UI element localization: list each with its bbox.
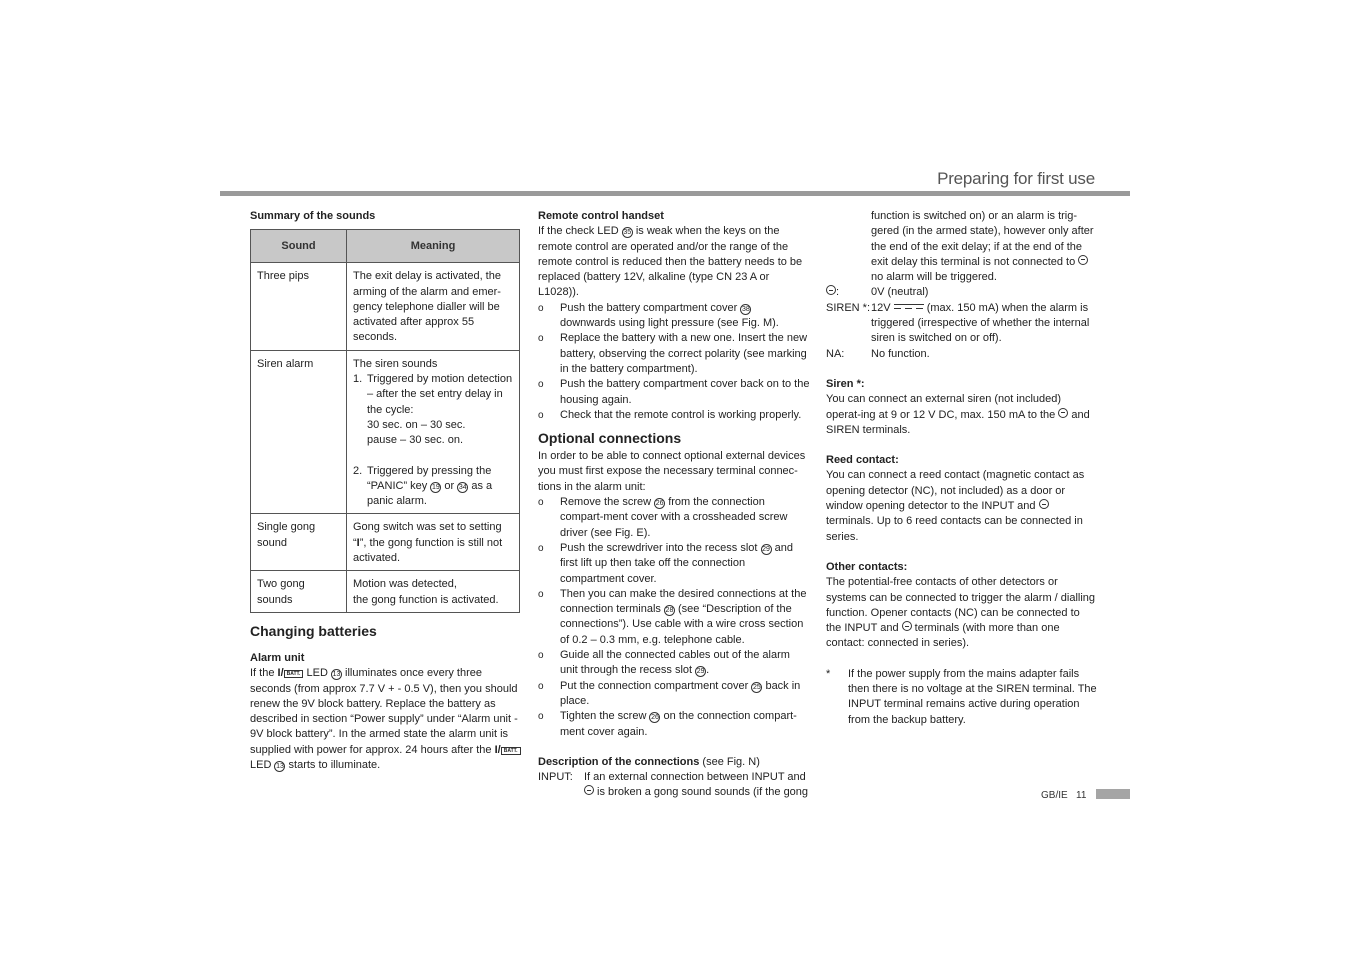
list-item bbox=[353, 372, 513, 448]
page-number: 11 bbox=[1076, 790, 1087, 801]
other-contacts-text: The potential-free contacts of other detectors or systems can be connected to trigger the alarm / dialling function. Opener contacts (NC) can be connected to the INPUT and terminals (with more than one contact: connected in series). bbox=[826, 576, 1096, 650]
footer-bar bbox=[1096, 789, 1130, 799]
footer-region-label: GB/IE bbox=[1041, 790, 1068, 801]
column-middle bbox=[538, 209, 810, 801]
item-text: Triggered by motion detection – after the set entry delay in the cycle: bbox=[367, 373, 513, 416]
minus-definition bbox=[826, 285, 1098, 300]
bullet-icon: o bbox=[538, 542, 544, 554]
item-extra: pause – 30 sec. on. bbox=[367, 434, 464, 447]
remote-steps-list bbox=[538, 301, 810, 423]
list-item: o Push the battery compartment cover back on to the housing again. bbox=[538, 377, 810, 408]
bullet-icon: o bbox=[538, 711, 544, 723]
bullet-icon: o bbox=[538, 409, 544, 421]
table-cell-meaning: The exit delay is activated, the arming of the alarm and emer-gency telephone dialler will be activated after approx 55 seconds. bbox=[347, 263, 520, 350]
table-header-sound: Sound bbox=[251, 230, 347, 263]
table-cell-sound: Two gong sounds bbox=[251, 571, 347, 613]
ref-number-icon: 35 bbox=[623, 229, 632, 237]
optional-intro: In order to be able to connect optional external devices you must first expose the necessary terminal connec-tions in the alarm unit: bbox=[538, 450, 806, 493]
table-row bbox=[251, 514, 520, 571]
item-number: 2. bbox=[353, 464, 363, 477]
bullet-icon: o bbox=[538, 302, 544, 314]
minus-value: 0V (neutral) bbox=[871, 286, 929, 299]
header-rule bbox=[220, 191, 1130, 196]
list-item: o Check that the remote control is working properly. bbox=[538, 408, 810, 423]
table-row bbox=[251, 263, 520, 350]
battery-icon: BATT. bbox=[501, 747, 521, 755]
footnote-text: If the power supply from the mains adapter fails then there is no voltage at the SIREN terminal. The INPUT terminal remains active during operation from the backup battery. bbox=[848, 667, 1097, 726]
ref-number-icon: 38 bbox=[741, 305, 750, 313]
footnote-mark: * bbox=[826, 667, 831, 680]
list-item: o Remove the screw 26 from the connection compart-ment cover with a crossheaded screw driver (see Fig. E). bbox=[538, 495, 810, 541]
ref-number-icon: 13 bbox=[332, 671, 341, 679]
list-item: o Then you can make the desired connections at the connection terminals 28 (see “Description of the connections”). Use cable with a wire cross section of 0.2 – 0.3 mm, e.g. telephone cable. bbox=[538, 587, 810, 648]
ref-number-icon: 19 bbox=[431, 483, 440, 491]
table-cell-meaning bbox=[347, 350, 520, 514]
column-left bbox=[250, 209, 522, 773]
summary-title: Summary of the sounds bbox=[250, 210, 376, 222]
minus-terminal-icon bbox=[902, 621, 912, 631]
table-cell-sound: Siren alarm bbox=[251, 350, 347, 514]
table-cell-sound: Three pips bbox=[251, 263, 347, 350]
other-contacts-heading: Other contacts: bbox=[826, 560, 908, 573]
siren-key: SIREN *: bbox=[826, 301, 871, 314]
list-item bbox=[353, 464, 513, 510]
optional-connections-heading: Optional connections bbox=[538, 430, 682, 447]
table-cell-meaning: Gong switch was set to setting “I”, the gong function is still not activated. bbox=[347, 514, 520, 571]
minus-key: : bbox=[826, 285, 871, 300]
na-value: No function. bbox=[871, 347, 930, 360]
remote-text: If the check LED 35 is weak when the keys on the remote control are operated and/or the range of the remote control is reduced then the battery needs to be replaced (battery 12V, alkaline (type CN 23 A or L1028)). bbox=[538, 225, 803, 299]
list-item: o Replace the battery with a new one. Insert the new battery, observing the correct polarity (see marking in the battery compartment). bbox=[538, 331, 810, 377]
input-key: INPUT: bbox=[538, 771, 573, 784]
remote-heading: Remote control handset bbox=[538, 210, 664, 222]
dc-symbol-icon bbox=[894, 303, 924, 311]
alarm-unit-text: If the I/ BATT. LED 13 illuminates once every three seconds (from approx 7.7 V + - 0.5 V), then you should renew the 9V block battery. Replace the battery as described in section “Power supply” under “Alarm unit - 9V block battery”. In the armed state the alarm unit is supplied with power for approx. 24 hours after the I/ BATT. LED 13 starts to illuminate. bbox=[250, 666, 522, 773]
reed-heading: Reed contact: bbox=[826, 454, 899, 467]
input-definition-cont bbox=[826, 209, 1098, 285]
ref-number-icon: 26 bbox=[651, 714, 659, 722]
item-extra: 30 sec. on – 30 sec. bbox=[367, 418, 466, 431]
minus-terminal-icon bbox=[1078, 255, 1088, 265]
list-item: o Tighten the screw 26 on the connection compart-ment cover again. bbox=[538, 709, 810, 740]
column-right bbox=[826, 209, 1098, 728]
input-value: If an external connection between INPUT and is broken a gong sound sounds (if the gong bbox=[584, 771, 809, 799]
minus-terminal-icon bbox=[584, 785, 594, 795]
table-row bbox=[251, 350, 520, 514]
list-item: o Guide all the connected cables out of the alarm unit through the recess slot 29 . bbox=[538, 648, 810, 679]
minus-terminal-icon bbox=[826, 285, 836, 295]
item-number: 1. bbox=[353, 373, 363, 386]
siren-intro: The siren sounds bbox=[353, 357, 438, 370]
reed-text: You can connect a reed contact (magnetic contact as opening detector (NC), not included) as a door or window opening detector to the INPUT and terminals. Up to 6 reed contacts can be connected in series. bbox=[826, 469, 1085, 543]
na-key: NA: bbox=[826, 347, 845, 360]
input-value-cont: function is switched on) or an alarm is trig-gered (in the armed state), however only after the end of the exit delay; if at the end of the exit delay this terminal is not connected to no alarm will be triggered. bbox=[871, 210, 1094, 284]
bullet-icon: o bbox=[538, 379, 544, 391]
alarm-unit-heading: Alarm unit bbox=[250, 651, 305, 664]
battery-icon: BATT. bbox=[284, 670, 304, 678]
item-text: Triggered by pressing the “PANIC” key 19 or 34 as a panic alarm. bbox=[367, 464, 493, 508]
table-row bbox=[251, 571, 520, 613]
ref-number-icon: 28 bbox=[665, 607, 674, 615]
minus-terminal-icon bbox=[1058, 408, 1068, 418]
ref-number-icon: 13 bbox=[276, 763, 284, 771]
description-heading: Description of the connections (see Fig. N) bbox=[538, 755, 760, 768]
ref-number-icon: 25 bbox=[752, 683, 761, 691]
bullet-icon: o bbox=[538, 588, 544, 600]
table-header-row bbox=[251, 230, 520, 263]
ref-number-icon: 26 bbox=[655, 500, 664, 508]
changing-batteries-heading: Changing batteries bbox=[250, 622, 377, 639]
siren-definition bbox=[826, 301, 1098, 347]
list-item: o Push the battery compartment cover 38 downwards using light pressure (see Fig. M). bbox=[538, 301, 810, 332]
bullet-icon: o bbox=[538, 680, 544, 692]
bullet-icon: o bbox=[538, 333, 544, 345]
sounds-table bbox=[250, 229, 520, 613]
optional-steps-list bbox=[538, 495, 810, 740]
bullet-icon: o bbox=[538, 497, 544, 509]
table-cell-meaning: Motion was detected, the gong function is activated. bbox=[347, 571, 520, 613]
input-definition bbox=[538, 770, 810, 801]
siren-value: 12V (max. 150 mA) when the alarm is triggered (irrespective of whether the internal siren is switched on or off). bbox=[871, 301, 1090, 345]
na-definition bbox=[826, 347, 1098, 362]
table-header-meaning: Meaning bbox=[347, 230, 520, 263]
minus-terminal-icon bbox=[1039, 499, 1049, 509]
footnote bbox=[826, 667, 1098, 728]
list-item: o Put the connection compartment cover 25 back in place. bbox=[538, 679, 810, 710]
siren-text: You can connect an external siren (not included) operat-ing at 9 or 12 V DC, max. 150 mA to the and SIREN terminals. bbox=[826, 393, 1090, 436]
ref-number-icon: 29 bbox=[762, 545, 770, 553]
bullet-icon: o bbox=[538, 650, 544, 662]
ref-number-icon: 34 bbox=[458, 483, 467, 491]
page-title: Preparing for first use bbox=[937, 169, 1095, 188]
list-item: o Push the screwdriver into the recess slot 29 and first lift up then take off the connection compartment cover. bbox=[538, 541, 810, 587]
siren-heading: Siren *: bbox=[826, 377, 865, 390]
ref-number-icon: 29 bbox=[696, 668, 705, 676]
table-cell-sound: Single gong sound bbox=[251, 514, 347, 571]
